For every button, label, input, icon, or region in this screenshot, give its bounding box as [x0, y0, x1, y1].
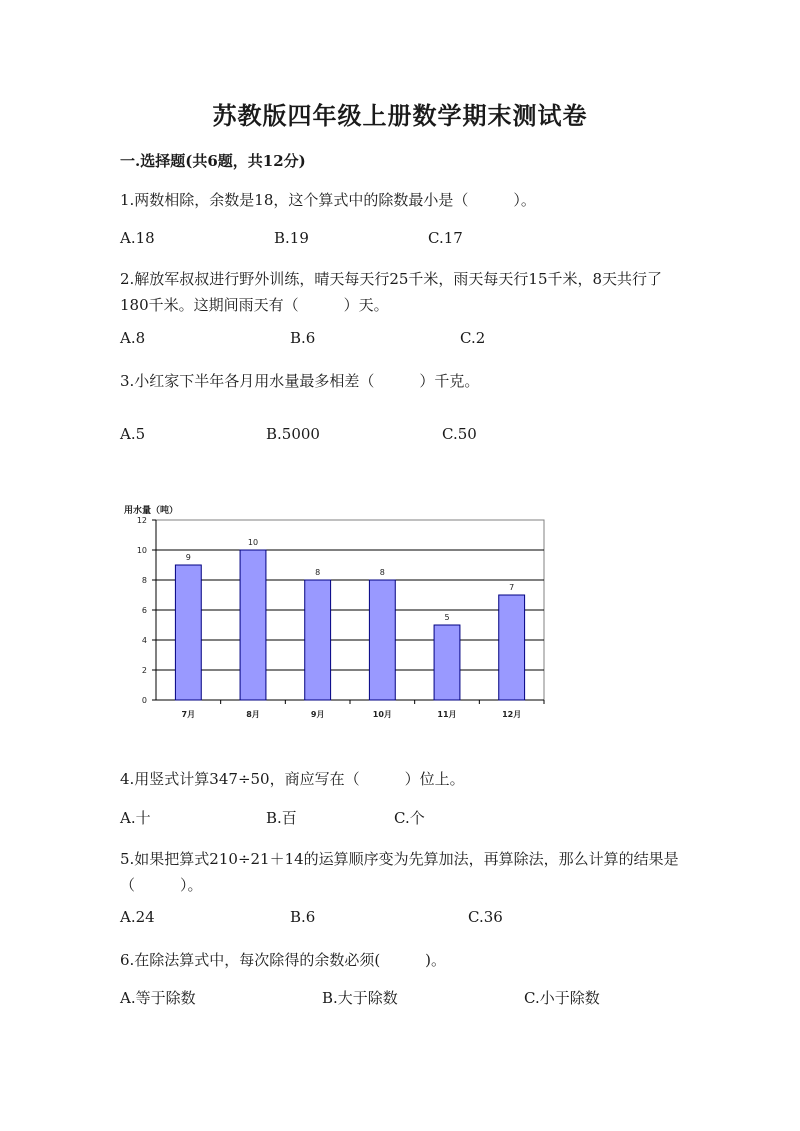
bar: [240, 550, 266, 700]
section-title: 一.选择题(共6题，共12分): [120, 152, 306, 170]
data-label: 8: [315, 568, 321, 577]
option-1a: A.18: [120, 229, 155, 247]
y-tick-label: 8: [141, 576, 147, 585]
y-tick-label: 10: [136, 546, 147, 555]
option-1b: B.19: [274, 229, 309, 247]
bar: [175, 565, 201, 700]
question-3: 3.小红家下半年各月用水量最多相差（ ）千克。: [120, 372, 480, 390]
option-5a: A.24: [120, 908, 155, 926]
x-tick-label: 10月: [372, 710, 392, 719]
y-tick-label: 4: [141, 636, 147, 645]
x-tick-label: 9月: [310, 710, 325, 719]
y-tick-label: 12: [136, 516, 147, 525]
option-4a: A.十: [120, 809, 151, 827]
option-3c: C.50: [442, 425, 477, 443]
x-tick-label: 11月: [437, 710, 457, 719]
data-label: 8: [379, 568, 385, 577]
option-1c: C.17: [428, 229, 463, 247]
question-6: 6.在除法算式中，每次除得的余数必须( )。: [120, 951, 447, 969]
x-tick-label: 12月: [502, 710, 522, 719]
option-6a: A.等于除数: [120, 989, 196, 1007]
data-label: 5: [444, 613, 450, 622]
x-tick-label: 7月: [181, 710, 196, 719]
option-3b: B.5000: [266, 425, 320, 443]
y-tick-label: 6: [141, 606, 147, 615]
y-tick-label: 0: [141, 696, 147, 705]
question-2: 2.解放军叔叔进行野外训练，晴天每天行25千米，雨天每天行15千米，8天共行了180千米。这期间雨天有（ ）天。: [120, 270, 663, 314]
question-5: 5.如果把算式210÷21＋14的运算顺序变为先算加法，再算除法，那么计算的结果是（ ）。: [120, 850, 679, 894]
option-2b: B.6: [290, 329, 316, 347]
option-2a: A.8: [120, 329, 146, 347]
y-axis-label: 用水量（吨）: [124, 506, 179, 516]
option-4b: B.百: [266, 809, 297, 827]
question-4: 4.用竖式计算347÷50，商应写在（ ）位上。: [120, 770, 465, 788]
bar: [434, 625, 460, 700]
bar: [369, 580, 395, 700]
option-5c: C.36: [468, 908, 503, 926]
data-label: 9: [185, 553, 191, 562]
bar: [499, 595, 525, 700]
option-5b: B.6: [290, 908, 316, 926]
y-tick-label: 2: [141, 666, 147, 675]
bar: [305, 580, 331, 700]
option-3a: A.5: [120, 425, 146, 443]
x-tick-label: 8月: [246, 710, 260, 719]
data-label: 7: [509, 583, 515, 592]
data-label: 10: [247, 538, 259, 547]
option-6b: B.大于除数: [322, 989, 398, 1007]
page-title: 苏教版四年级上册数学期末测试卷: [212, 101, 588, 130]
option-4c: C.个: [394, 809, 425, 827]
water-usage-chart: [118, 500, 558, 730]
question-1: 1.两数相除，余数是18，这个算式中的除数最小是（ ）。: [120, 191, 536, 209]
option-2c: C.2: [460, 329, 486, 347]
option-6c: C.小于除数: [524, 989, 600, 1007]
